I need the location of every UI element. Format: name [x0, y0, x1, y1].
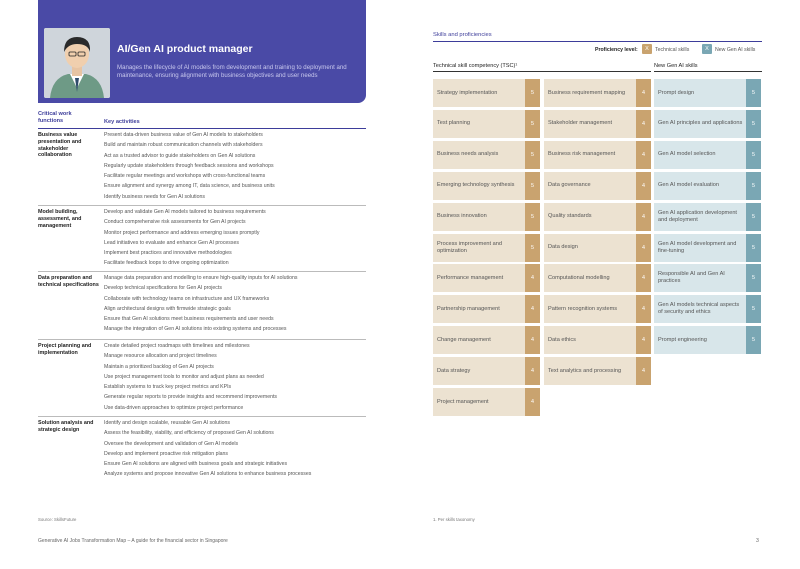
- skill-name: Partnership management: [437, 305, 500, 312]
- tsc-skill-cell: [544, 79, 651, 107]
- key-activity-item: Identify business needs for Gen AI solutions: [104, 193, 205, 200]
- proficiency-level-badge: 4: [636, 326, 651, 354]
- tsc-skill-cell: [433, 388, 540, 416]
- work-function-name: Model building, assessment, and management: [38, 209, 82, 229]
- tsc-skill-cell: [433, 203, 540, 231]
- proficiency-level-badge: 5: [746, 110, 761, 138]
- proficiency-level-label: Proficiency level:: [595, 47, 638, 53]
- skill-name: Gen AI model selection: [658, 151, 716, 158]
- proficiency-level-badge: 4: [636, 234, 651, 262]
- skill-name: Quality standards: [548, 213, 592, 220]
- key-activity-item: Create detailed project roadmaps with timelines and milestones: [104, 343, 250, 349]
- genai-skill-cell: [654, 172, 761, 200]
- key-activity-item: Present data-driven business value of Gen AI models to stakeholders: [104, 132, 263, 138]
- proficiency-level-badge: 5: [746, 295, 761, 323]
- key-activity-item: Act as a trusted advisor to guide stakeholders on Gen AI solutions: [104, 152, 256, 159]
- tsc-column-header: Technical skill competency (TSC)¹: [433, 63, 518, 69]
- key-activity-item: Monitor project performance and address emerging issues promptly: [104, 229, 260, 236]
- key-activity-item: Conduct comprehensive risk assessments for Gen AI projects: [104, 219, 246, 226]
- genai-skill-cell: [654, 234, 761, 262]
- genai-skill-cell: [654, 264, 761, 292]
- proficiency-level-badge: 4: [525, 264, 540, 292]
- page-number: 3: [756, 538, 759, 544]
- skill-name: Performance management: [437, 274, 504, 281]
- proficiency-level-badge: 5: [525, 141, 540, 169]
- genai-skill-cell: [654, 141, 761, 169]
- critical-work-functions-header: [38, 111, 84, 125]
- key-activity-item: Maintain a prioritized backlog of Gen AI projects: [104, 363, 214, 370]
- skill-name: Gen AI model evaluation: [658, 182, 719, 189]
- skill-name: Prompt design: [658, 89, 695, 96]
- proficiency-level-badge: 4: [636, 264, 651, 292]
- skill-name: Gen AI models technical aspects of security and ethics: [658, 302, 740, 316]
- proficiency-level-badge: 4: [636, 172, 651, 200]
- tsc-skill-cell: [433, 141, 540, 169]
- key-activity-item: Manage resource allocation and project timelines: [104, 353, 217, 360]
- group-divider: [38, 339, 366, 340]
- table-header-divider: [38, 128, 366, 129]
- tsc-skill-cell: [544, 234, 651, 262]
- skill-name: Business risk management: [548, 151, 616, 158]
- skill-name: Stakeholder management: [548, 120, 613, 127]
- tsc-skill-cell: [433, 357, 540, 385]
- proficiency-level-badge: 4: [636, 357, 651, 385]
- skill-name: Text analytics and processing: [548, 367, 622, 374]
- skill-name: Responsible AI and Gen AI practices: [658, 271, 725, 285]
- proficiency-level-badge: 4: [636, 295, 651, 323]
- key-activity-item: Ensure alignment and synergy among IT, data science, and business units: [104, 183, 275, 190]
- proficiency-level-badge: 5: [746, 264, 761, 292]
- page-footer: Generative AI Jobs Transformation Map – A guide for the financial sector in Singapore: [38, 538, 228, 544]
- key-activity-item: Manage data preparation and modelling to ensure high-quality inputs for AI solutions: [104, 275, 298, 281]
- role-portrait-image: [44, 28, 110, 98]
- proficiency-level-badge: 4: [525, 295, 540, 323]
- technical-skills-legend-swatch: X: [642, 44, 652, 54]
- tsc-skill-cell: [433, 79, 540, 107]
- skill-name: Gen AI model development and fine-tuning: [658, 240, 737, 254]
- skill-name: Emerging technology synthesis: [437, 182, 515, 189]
- key-activity-item: Ensure Gen AI solutions are aligned with business goals and strategic initiatives: [104, 461, 288, 468]
- tsc-skill-cell: [433, 295, 540, 323]
- proficiency-level-badge: 4: [636, 79, 651, 107]
- key-activity-item: Facilitate feedback loops to drive ongoing optimization: [104, 260, 229, 267]
- group-divider: [38, 271, 366, 272]
- skill-name: Data strategy: [437, 367, 471, 374]
- skill-name: Data ethics: [548, 336, 576, 343]
- skill-name: Data design: [548, 244, 578, 250]
- proficiency-level-badge: 5: [525, 110, 540, 138]
- key-activity-item: Align architectural designs with firmwide strategic goals: [104, 305, 231, 312]
- proficiency-level-badge: 4: [525, 357, 540, 385]
- skill-name: Gen AI application development and deployment: [658, 209, 737, 223]
- proficiency-level-badge: 4: [636, 203, 651, 231]
- key-activity-item: Assess the feasibility, viability, and efficiency of proposed Gen AI solutions: [104, 430, 274, 437]
- proficiency-level-badge: 4: [636, 110, 651, 138]
- key-activity-item: Manage the integration of Gen AI solutions into existing systems and processes: [104, 326, 287, 333]
- skill-name: Pattern recognition systems: [548, 305, 618, 312]
- source-note: Source: SkillsFuture: [38, 517, 77, 522]
- key-activity-item: Analyze systems and propose innovative Gen AI solutions to enhance business processes: [104, 471, 312, 478]
- skill-name: Business needs analysis: [437, 151, 499, 158]
- tsc-skill-cell: [544, 264, 651, 292]
- skill-name: Process improvement and optimization: [437, 240, 502, 254]
- skills-title-divider: [433, 41, 762, 42]
- skill-name: Business requirement mapping: [548, 89, 626, 96]
- role-description: Manages the lifecycle of AI models from development and training to deployment and maintenance, ensuring alignment with business objectives and user needs: [117, 64, 347, 79]
- tsc-skill-cell: [433, 110, 540, 138]
- key-activity-item: Facilitate regular meetings and workshops with cross-functional teams: [104, 173, 266, 180]
- skill-name: Gen AI principles and applications: [658, 120, 743, 127]
- technical-skills-legend-label: Technical skills: [655, 47, 690, 53]
- key-activity-item: Oversee the development and validation of Gen AI models: [104, 440, 239, 447]
- key-activity-item: Use data-driven approaches to optimize project performance: [104, 404, 244, 411]
- proficiency-level-badge: 5: [525, 203, 540, 231]
- key-activity-item: Use project management tools to monitor and adjust plans as needed: [104, 373, 264, 380]
- skill-name: Change management: [437, 336, 491, 343]
- proficiency-level-badge: 5: [525, 79, 540, 107]
- work-function-name: Solution analysis and strategic design: [38, 420, 94, 433]
- key-activity-item: Implement best practices and innovative methodologies: [104, 250, 232, 257]
- skill-name: Project management: [437, 398, 489, 405]
- work-function-name: Business value presentation and stakeholder collaboration: [38, 132, 82, 159]
- key-activities-header: Key activities: [104, 119, 140, 125]
- genai-skills-legend-swatch: X: [702, 44, 712, 54]
- key-activity-item: Collaborate with technology teams on infrastructure and UX frameworks: [104, 295, 270, 302]
- proficiency-level-badge: 5: [525, 234, 540, 262]
- tsc-skill-cell: [544, 326, 651, 354]
- skill-name: Computational modelling: [548, 274, 610, 281]
- proficiency-level-badge: 4: [525, 388, 540, 416]
- genai-skill-cell: [654, 110, 761, 138]
- key-activity-item: Lead initiatives to evaluate and enhance Gen AI processes: [104, 239, 239, 246]
- tsc-skill-cell: [544, 141, 651, 169]
- proficiency-level-badge: 5: [746, 79, 761, 107]
- proficiency-level-badge: 4: [636, 141, 651, 169]
- tsc-skill-cell: [544, 357, 651, 385]
- proficiency-level-badge: 5: [746, 326, 761, 354]
- group-divider: [38, 205, 366, 206]
- proficiency-level-badge: 5: [746, 141, 761, 169]
- person-illustration-icon: [44, 28, 110, 98]
- skill-name: Strategy implementation: [437, 89, 498, 96]
- key-activity-item: Develop and implement proactive risk mitigation plans: [104, 450, 228, 457]
- skills-section-title: Skills and proficiencies: [433, 32, 492, 38]
- critical-work-functions-label: Critical work functions: [38, 111, 72, 124]
- genai-skill-cell: [654, 295, 761, 323]
- key-activity-item: Develop technical specifications for Gen AI projects: [104, 285, 222, 292]
- genai-skills-legend-label: New Gen AI skills: [715, 47, 756, 53]
- proficiency-level-badge: 5: [746, 172, 761, 200]
- skills-footnote: 1. Per skills taxonomy: [433, 517, 475, 522]
- proficiency-level-badge: 5: [525, 172, 540, 200]
- tsc-skill-cell: [544, 203, 651, 231]
- key-activity-item: Develop and validate Gen AI models tailored to business requirements: [104, 209, 266, 215]
- proficiency-level-badge: 5: [746, 234, 761, 262]
- proficiency-level-badge: 5: [746, 203, 761, 231]
- tsc-header-divider: [433, 71, 651, 72]
- tsc-skill-cell: [433, 172, 540, 200]
- work-function-name: Data preparation and technical specifications: [38, 275, 99, 288]
- key-activity-item: Generate regular reports to provide insights and recommend improvements: [104, 394, 278, 401]
- tsc-skill-cell: [433, 264, 540, 292]
- skill-name: Prompt engineering: [658, 336, 707, 343]
- key-activity-item: Ensure that Gen AI solutions meet business requirements and user needs: [104, 316, 274, 323]
- key-activity-item: Identify and design scalable, reusable Gen AI solutions: [104, 420, 231, 426]
- tsc-skill-cell: [544, 172, 651, 200]
- skill-name: Test planning: [437, 120, 470, 127]
- genai-header-divider: [654, 71, 762, 72]
- key-activity-item: Establish systems to track key project metrics and KPIs: [104, 384, 232, 391]
- tsc-skill-cell: [544, 295, 651, 323]
- tsc-skill-cell: [544, 110, 651, 138]
- key-activity-item: Regularly update stakeholders through feedback sessions and workshops: [104, 162, 274, 169]
- tsc-skill-cell: [433, 326, 540, 354]
- genai-skill-cell: [654, 326, 761, 354]
- genai-column-header: New Gen AI skills: [654, 63, 698, 69]
- genai-skill-cell: [654, 203, 761, 231]
- group-divider: [38, 416, 366, 417]
- skill-name: Business innovation: [437, 213, 487, 220]
- work-function-name: Project planning and implementation: [38, 343, 92, 356]
- proficiency-level-badge: 4: [525, 326, 540, 354]
- skill-name: Data governance: [548, 182, 591, 189]
- genai-skill-cell: [654, 79, 761, 107]
- key-activity-item: Build and maintain robust communication channels with stakeholders: [104, 142, 263, 149]
- tsc-skill-cell: [433, 234, 540, 262]
- role-title: AI/Gen AI product manager: [117, 43, 253, 55]
